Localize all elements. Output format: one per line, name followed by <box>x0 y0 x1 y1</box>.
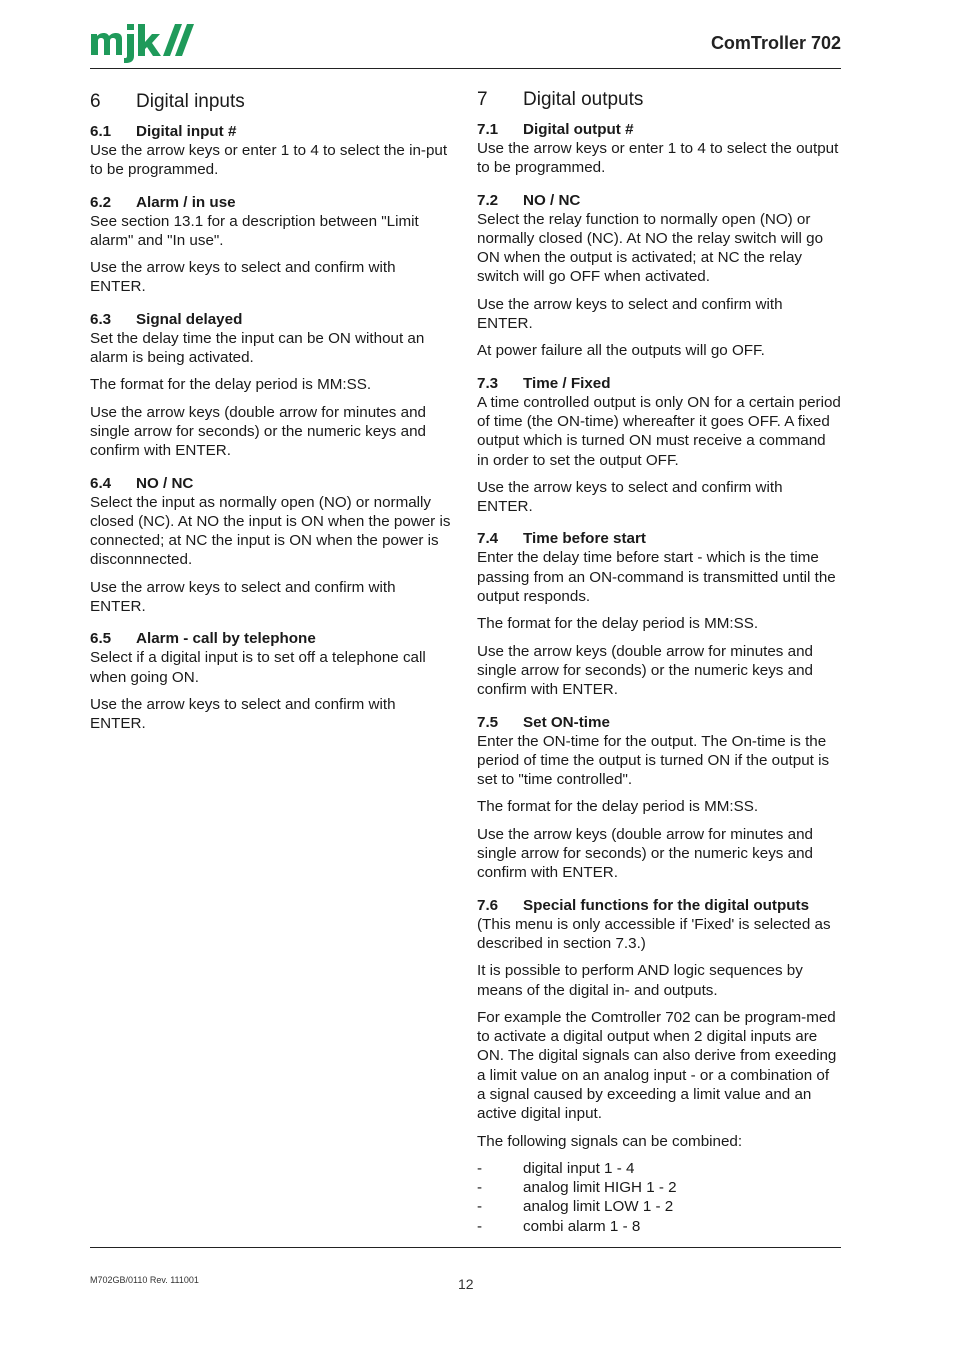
subsection-6-4-heading <box>90 474 454 493</box>
subsection-title: Digital input # <box>136 123 237 140</box>
subsection-title: NO / NC <box>523 191 581 209</box>
paragraph: The following signals can be combined: <box>477 1132 743 1150</box>
subsection-number: 6.2 <box>90 193 112 211</box>
list-item <box>477 1159 841 1178</box>
list-dash: - <box>477 1179 483 1197</box>
paragraph: Set the delay time the input can be ON without an alarm is being activated. <box>90 329 425 367</box>
subsection-number: 7.3 <box>477 374 499 392</box>
subsection-7-3-heading <box>477 374 841 393</box>
section-number: 7 <box>477 89 488 110</box>
subsection-number: 6.5 <box>90 630 112 648</box>
subsection-number: 7.1 <box>477 121 499 138</box>
paragraph: Use the arrow keys to select and confirm with ENTER. <box>90 578 396 616</box>
paragraph: At power failure all the outputs will go OFF. <box>477 342 765 360</box>
subsection-7-6-heading <box>477 896 841 915</box>
subsection-number: 7.5 <box>477 713 499 731</box>
subsection-number: 6.1 <box>90 123 112 140</box>
document-code: M702GB/0110 Rev. 111001 <box>90 1275 199 1285</box>
subsection-title: Alarm / in use <box>136 193 236 211</box>
paragraph: The format for the delay period is MM:SS. <box>477 615 759 633</box>
subsection-title: Set ON-time <box>523 713 610 731</box>
paragraph: Use the arrow keys or enter 1 to 4 to select the output to be programmed. <box>477 140 839 177</box>
list-text: combi alarm 1 - 8 <box>523 1217 641 1235</box>
subsection-6-1-heading <box>90 122 454 141</box>
subsection-title: NO / NC <box>136 474 194 492</box>
subsection-number: 6.3 <box>90 310 112 328</box>
section-6-heading <box>90 91 454 113</box>
paragraph: See section 13.1 for a description between "Limit alarm" and "In use". <box>90 212 419 249</box>
subsection-number: 6.4 <box>90 474 112 492</box>
subsection-6-3-heading <box>90 310 454 329</box>
section-number: 6 <box>90 91 101 112</box>
paragraph: For example the Comtroller 702 can be program-med to activate a digital output when 2 digital inputs are ON. The digital signals can also derive from exeeding a limit value on an analog input - or a combination of a signal caused by exceeding a limit value and an active digital input. <box>477 1008 837 1123</box>
left-column <box>90 86 454 742</box>
paragraph: A time controlled output is only ON for a certain period of time (the ON-time) whereafter it goes OFF. A fixed output which is turned ON must receive a command in order to set the output OFF. <box>477 393 841 469</box>
right-column <box>477 84 841 1236</box>
list-dash: - <box>477 1198 483 1216</box>
paragraph: Enter the ON-time for the output. The On-time is the period of time the output is turned ON if the output is set to "time controlled". <box>477 732 830 789</box>
subsection-title: Digital output # <box>523 121 634 138</box>
paragraph: Use the arrow keys or enter 1 to 4 to select the in-put to be programmed. <box>90 142 448 179</box>
subsection-number: 7.4 <box>477 530 499 548</box>
subsection-7-2-heading <box>477 191 841 210</box>
document-title: ComTroller 702 <box>710 33 841 53</box>
subsection-7-5-heading <box>477 713 841 732</box>
subsection-title: Alarm - call by telephone <box>136 630 316 648</box>
paragraph: Select if a digital input is to set off a telephone call when going ON. <box>90 649 426 686</box>
paragraph: Use the arrow keys to select and confirm with ENTER. <box>477 295 783 333</box>
signal-list <box>477 1159 841 1236</box>
subsection-7-1-heading <box>477 120 841 139</box>
mjk-logo <box>89 20 195 64</box>
subsection-title: Time before start <box>523 530 646 548</box>
list-item <box>477 1178 841 1197</box>
list-item <box>477 1197 841 1216</box>
list-text: analog limit LOW 1 - 2 <box>523 1198 674 1216</box>
paragraph: The format for the delay period is MM:SS. <box>477 798 759 816</box>
paragraph: (This menu is only accessible if 'Fixed' is selected as described in section 7.3.) <box>477 915 831 952</box>
subsection-title: Special functions for the digital outputs <box>523 896 810 914</box>
list-text: analog limit HIGH 1 - 2 <box>523 1179 677 1197</box>
paragraph: Use the arrow keys (double arrow for minutes and single arrow for seconds) or the numeric keys and confirm with ENTER. <box>477 642 813 699</box>
paragraph: Use the arrow keys to select and confirm with ENTER. <box>90 259 396 296</box>
paragraph: The format for the delay period is MM:SS. <box>90 376 372 394</box>
header-rule <box>90 68 841 69</box>
section-title: Digital outputs <box>523 89 644 110</box>
subsection-number: 7.2 <box>477 191 499 209</box>
subsection-title: Signal delayed <box>136 310 243 328</box>
list-item <box>477 1217 841 1236</box>
page-number: 12 <box>458 1276 474 1292</box>
subsection-title: Time / Fixed <box>523 374 611 392</box>
subsection-number: 7.6 <box>477 896 499 914</box>
paragraph: Use the arrow keys to select and confirm with ENTER. <box>477 478 783 516</box>
list-dash: - <box>477 1217 483 1235</box>
paragraph: Use the arrow keys (double arrow for minutes and single arrow for seconds) or the numeric keys and confirm with ENTER. <box>90 403 426 460</box>
paragraph: Enter the delay time before start - which is the time passing from an ON-command is transmitted until the output responds. <box>477 549 836 606</box>
footer-rule <box>90 1247 841 1248</box>
section-7-heading <box>477 89 841 111</box>
section-title: Digital inputs <box>136 91 245 112</box>
subsection-6-5-heading <box>90 629 454 648</box>
paragraph: Use the arrow keys to select and confirm with ENTER. <box>90 695 396 733</box>
subsection-6-2-heading <box>90 193 454 212</box>
subsection-7-4-heading <box>477 529 841 548</box>
paragraph: Select the relay function to normally open (NO) or normally closed (NC). At NO the relay switch will go ON when the output is activated; at NC the relay switch will go OFF when activated. <box>477 210 824 286</box>
paragraph: Select the input as normally open (NO) or normally closed (NC). At NO the input is ON when the power is connected; at NC the input is ON when the power is disconnnected. <box>90 493 451 569</box>
list-text: digital input 1 - 4 <box>523 1159 635 1177</box>
list-dash: - <box>477 1159 483 1177</box>
paragraph: It is possible to perform AND logic sequences by means of the digital in- and outputs. <box>477 962 803 999</box>
paragraph: Use the arrow keys (double arrow for minutes and single arrow for seconds) or the numeric keys and confirm with ENTER. <box>477 825 813 882</box>
